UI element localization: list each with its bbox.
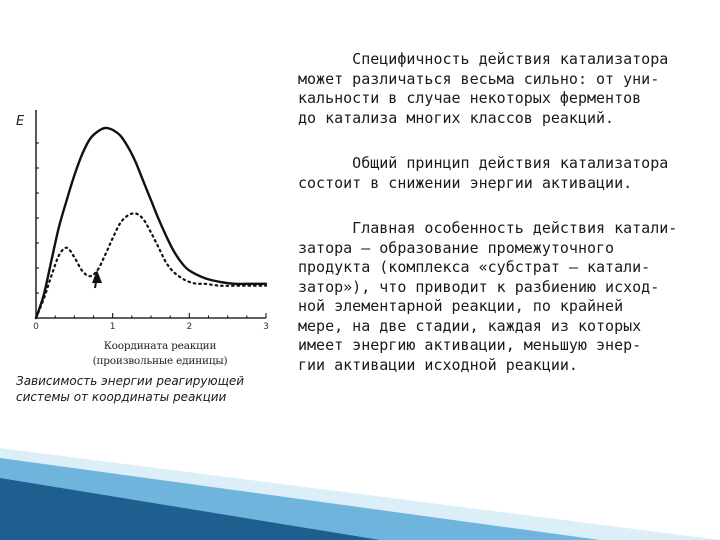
figure-caption bbox=[16, 373, 256, 405]
caption-line: системы от координаты реакции bbox=[16, 390, 227, 404]
paragraph-main-feature: Главная особенность действия катали- затора – образование промежуточного продукта (комплекса «субстрат – катали- затор»), что приводит к разбиению исход- ной элементарной реакции, по крайней мере, на две стадии, каждая из которых имеет энергию активации, меньшую энер- гии активации исходной реакции. bbox=[298, 219, 678, 374]
y-axis-label: E bbox=[16, 114, 25, 129]
x-tick-label: 3 bbox=[263, 322, 269, 332]
x-tick-label: 0 bbox=[33, 322, 39, 332]
x-axis-label-line-1: Координата реакции bbox=[103, 340, 217, 352]
x-tick-label: 1 bbox=[109, 322, 116, 332]
uncatalyzed-energy-curve bbox=[36, 128, 266, 318]
caption-line: Зависимость энергии реагирующей bbox=[16, 374, 245, 388]
decorative-swoosh bbox=[0, 448, 720, 540]
chart-series bbox=[36, 128, 266, 318]
text-column bbox=[298, 50, 703, 375]
paragraph-specificity: Специфичность действия катализатора может различаться весьма сильно: от уни- кальности в случае некоторых ферментов до катализа многих классов реакций. bbox=[298, 50, 669, 127]
catalyzed-energy-curve bbox=[36, 213, 266, 318]
x-axis-label-line-2: (произвольные единицы) bbox=[92, 355, 228, 367]
paragraph-principle: Общий принцип действия катализатора состоит в снижении энергии активации. bbox=[298, 154, 669, 192]
x-tick-label: 2 bbox=[186, 322, 193, 332]
chart-axes bbox=[33, 110, 269, 332]
intermediate-arrow-icon bbox=[92, 270, 102, 288]
